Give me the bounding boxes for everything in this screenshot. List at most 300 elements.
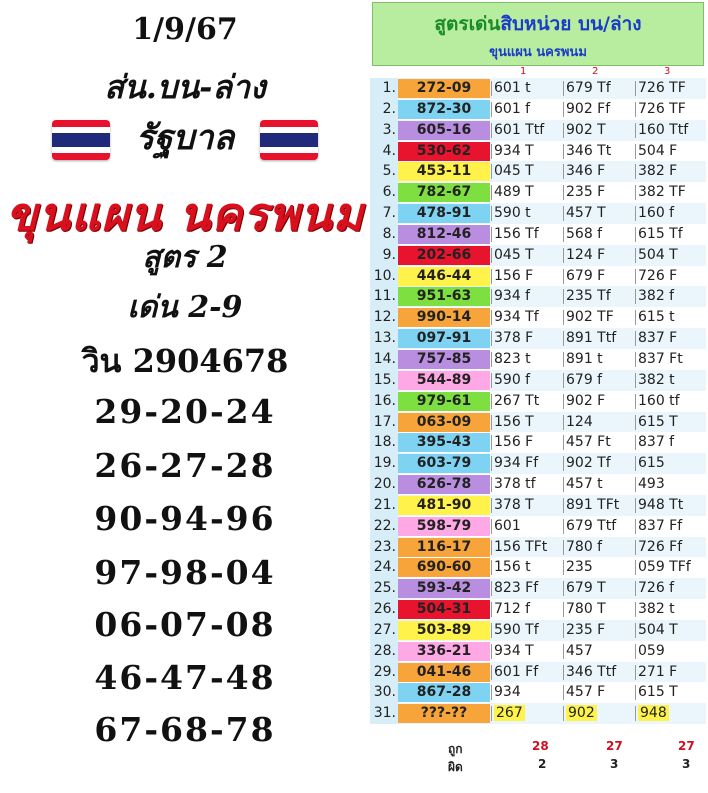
formula-cell-wrap — [494, 288, 530, 304]
table-row — [370, 453, 706, 474]
formula-cell-wrap — [494, 539, 547, 555]
formula-cell-wrap — [494, 476, 536, 492]
table-header — [372, 2, 704, 66]
formula-cell-wrap — [494, 226, 539, 242]
formula-cell-wrap — [566, 434, 611, 450]
formula-cell: 156 T — [494, 413, 534, 430]
formula-cell: 891 Ttf — [566, 330, 617, 347]
formula-cell-wrap — [638, 184, 686, 200]
formula-cell-wrap — [494, 497, 534, 513]
column-divider — [491, 185, 492, 200]
table-row — [370, 662, 706, 683]
formula-cell: 891 TFt — [566, 496, 620, 513]
column-divider — [563, 394, 564, 409]
formula-cell: 823 Ff — [494, 580, 539, 597]
table-row — [370, 516, 706, 537]
table-row — [370, 328, 706, 349]
row-index: 12. — [373, 309, 396, 326]
column-divider — [491, 394, 492, 409]
formula-cell-wrap — [638, 393, 680, 409]
row-index: 15. — [373, 371, 396, 388]
result-code: 812-46 — [398, 225, 490, 244]
column-divider — [491, 665, 492, 680]
formula-cell: 934 Ff — [494, 455, 539, 472]
formula-cell-wrap — [494, 80, 531, 96]
formula-cell: 679 f — [566, 371, 603, 388]
formula-cell: 124 F — [566, 246, 606, 263]
miss-count: 3 — [682, 757, 691, 771]
formula-cell: 601 f — [494, 100, 531, 117]
formula-cell-wrap — [566, 268, 605, 284]
row-index: 3. — [382, 121, 396, 138]
formula-cell-wrap — [566, 247, 605, 263]
table-row — [370, 224, 706, 245]
row-index: 31. — [373, 705, 396, 722]
formula-cell: 346 Tt — [566, 142, 612, 159]
formula-cell: 160 tf — [638, 392, 680, 409]
formula-cell-wrap — [638, 351, 683, 367]
column-divider — [563, 227, 564, 242]
formula-cell-wrap — [494, 455, 538, 471]
result-code: 605-16 — [398, 121, 490, 140]
formula-cell-wrap — [638, 143, 677, 159]
formula-cell: 378 T — [494, 496, 534, 513]
formula-cell: 382 F — [638, 163, 678, 180]
formula-cell: 726 TF — [638, 80, 686, 96]
result-code: 690-60 — [398, 558, 490, 577]
formula-cell: 902 — [568, 705, 595, 722]
result-code: 990-14 — [398, 308, 490, 327]
formula-cell: 615 t — [638, 309, 675, 326]
formula-cell-wrap — [494, 122, 544, 138]
column-divider — [491, 289, 492, 304]
column-divider — [563, 540, 564, 555]
formula-cell: 504 T — [638, 246, 678, 263]
formula-cell: 235 — [566, 559, 593, 576]
formula-cell-wrap — [638, 268, 677, 284]
formula-cell: 823 t — [494, 350, 531, 367]
formula-cell-wrap — [566, 184, 605, 200]
formula-cell: 948 — [640, 705, 667, 722]
formula-cell-wrap — [638, 643, 665, 659]
formula-cell-wrap — [566, 580, 606, 596]
column-divider — [491, 477, 492, 492]
category-label: รัฐบาล — [135, 118, 235, 158]
column-divider — [635, 394, 636, 409]
formula-cell: 156 t — [494, 559, 531, 576]
formula-cell: 726 F — [638, 267, 678, 284]
formula-cell-wrap — [566, 518, 616, 534]
formula-cell: 382 f — [638, 288, 675, 305]
result-code: 478-91 — [398, 204, 490, 223]
table-row — [370, 557, 706, 578]
formula-cell-wrap — [494, 351, 531, 367]
formula-cell: 601 Ttf — [494, 121, 545, 138]
column-divider — [635, 248, 636, 263]
formula-cell: 382 TF — [638, 184, 686, 201]
table-row — [370, 495, 706, 516]
row-index: 4. — [382, 142, 396, 159]
column-divider — [635, 644, 636, 659]
formula-cell-wrap — [494, 601, 530, 617]
column-divider — [491, 623, 492, 638]
pair-line: 46-47-48 — [94, 658, 276, 697]
formula-cell-wrap — [566, 476, 603, 492]
formula-cell-wrap — [638, 226, 683, 242]
formula-cell-wrap — [566, 80, 611, 96]
column-divider — [635, 498, 636, 513]
formula-cell: 457 T — [566, 205, 606, 222]
formula-cell-wrap — [638, 559, 691, 575]
formula-cell: 837 f — [638, 434, 675, 451]
row-index: 2. — [382, 100, 396, 117]
table-row — [370, 78, 706, 99]
formula-cell-wrap — [638, 455, 665, 471]
column-divider — [635, 665, 636, 680]
formula-cell: 615 — [638, 455, 665, 472]
column-divider — [635, 123, 636, 138]
column-divider — [563, 498, 564, 513]
result-code: 867-28 — [398, 683, 490, 702]
formula-cell: 489 T — [494, 184, 534, 201]
column-divider — [563, 435, 564, 450]
formula-cell-wrap — [638, 539, 682, 555]
column-divider — [563, 644, 564, 659]
table-row — [370, 120, 706, 141]
formula-cell-wrap — [494, 414, 534, 430]
column-divider — [635, 289, 636, 304]
result-code: ???-?? — [398, 704, 490, 723]
column-divider — [635, 456, 636, 471]
column-divider — [491, 81, 492, 96]
pair-line: 06-07-08 — [94, 605, 276, 644]
row-index: 20. — [373, 476, 396, 493]
table-subtitle: ขุนแผน นครพนม — [489, 45, 587, 60]
row-index: 23. — [373, 538, 396, 555]
formula-cell: 378 tf — [494, 476, 536, 493]
column-divider — [635, 81, 636, 96]
table-row — [370, 182, 706, 203]
column-divider — [491, 123, 492, 138]
formula-cell-wrap — [566, 622, 605, 638]
formula-cell: 601 Ff — [494, 663, 539, 680]
column-divider — [635, 706, 636, 721]
table-row — [370, 682, 706, 703]
result-code: 395-43 — [398, 433, 490, 452]
thai-flag-icon — [260, 120, 318, 160]
row-index: 16. — [373, 392, 396, 409]
title-part-b: สิบหน่วย บน/ล่าง — [500, 13, 642, 35]
column-divider — [491, 164, 492, 179]
formula-cell-wrap — [566, 288, 611, 304]
column-divider — [563, 665, 564, 680]
column-divider — [635, 415, 636, 430]
result-code: 336-21 — [398, 642, 490, 661]
table-row — [370, 161, 706, 182]
row-index: 8. — [382, 225, 396, 242]
formula-cell-wrap — [494, 268, 533, 284]
formula-cell: 382 t — [638, 601, 675, 618]
formula-cell: 934 — [494, 684, 521, 701]
row-index: 11. — [373, 288, 396, 305]
column-label: 2 — [592, 66, 599, 77]
column-divider — [635, 685, 636, 700]
result-code: 530-62 — [398, 142, 490, 161]
formula-cell: 382 t — [638, 371, 675, 388]
draw-date: 1/9/67 — [132, 12, 238, 47]
miss-count: 2 — [538, 757, 547, 771]
column-divider — [491, 519, 492, 534]
formula-cell-wrap — [638, 434, 674, 450]
hit-label: ถูก — [448, 742, 463, 756]
column-divider — [491, 581, 492, 596]
result-code: 481-90 — [398, 496, 490, 515]
column-label: 3 — [664, 66, 671, 77]
row-index: 27. — [373, 621, 396, 638]
formula-cell: 837 Ft — [638, 350, 683, 367]
formula-cell-wrap — [566, 393, 605, 409]
column-divider — [491, 144, 492, 159]
formula-cell: 378 F — [494, 330, 534, 347]
formula-cell: 457 t — [566, 476, 603, 493]
column-divider — [635, 435, 636, 450]
column-divider — [563, 415, 564, 430]
formula-cell: 934 T — [494, 142, 534, 159]
table-row — [370, 703, 706, 724]
formula-cell: 780 T — [566, 601, 606, 618]
column-divider — [491, 310, 492, 325]
hit-count: 27 — [606, 739, 623, 753]
column-divider — [563, 248, 564, 263]
formula-table-panel — [370, 0, 708, 793]
summary-footer — [370, 738, 706, 788]
row-index: 5. — [382, 163, 396, 180]
formula-cell-wrap — [638, 664, 677, 680]
column-divider — [563, 685, 564, 700]
column-divider — [563, 623, 564, 638]
formula-cell-wrap — [638, 684, 678, 700]
table-row — [370, 370, 706, 391]
formula-cell-wrap — [566, 414, 593, 430]
result-code: 598-79 — [398, 517, 490, 536]
draw-type: ส่น.บน-ล่าง — [104, 68, 266, 106]
column-divider — [491, 435, 492, 450]
formula-cell-wrap — [494, 622, 539, 638]
column-divider — [563, 602, 564, 617]
formula-cell-wrap — [494, 247, 534, 263]
row-index: 26. — [373, 601, 396, 618]
formula-cell-wrap — [638, 705, 669, 721]
column-divider — [635, 373, 636, 388]
formula-cell: 726 f — [638, 580, 675, 597]
formula-cell: 902 F — [566, 392, 606, 409]
formula-cell-wrap — [566, 101, 610, 117]
column-divider — [635, 477, 636, 492]
column-divider — [563, 164, 564, 179]
row-index: 18. — [373, 434, 396, 451]
formula-cell-wrap — [494, 184, 534, 200]
table-row — [370, 391, 706, 412]
formula-cell-wrap — [494, 309, 539, 325]
table-row — [370, 349, 706, 370]
formula-cell: 934 T — [494, 642, 534, 659]
result-code: 872-30 — [398, 100, 490, 119]
formula-cell: 679 F — [566, 267, 606, 284]
formula-cell-wrap — [638, 205, 674, 221]
formula-cell: 712 f — [494, 601, 531, 618]
column-divider — [635, 206, 636, 221]
result-code: 782-67 — [398, 183, 490, 202]
formula-cell-wrap — [566, 372, 602, 388]
column-divider — [563, 310, 564, 325]
result-code: 116-17 — [398, 538, 490, 557]
formula-cell-wrap — [566, 455, 611, 471]
column-divider — [635, 102, 636, 117]
formula-cell-wrap — [638, 476, 665, 492]
formula-cell: 934 f — [494, 288, 531, 305]
formula-cell: 346 F — [566, 163, 606, 180]
table-row — [370, 599, 706, 620]
formula-cell-wrap — [494, 705, 525, 721]
formula-cell: 590 t — [494, 205, 531, 222]
formula-cell-wrap — [638, 372, 675, 388]
formula-cell-wrap — [566, 539, 602, 555]
column-divider — [491, 227, 492, 242]
table-row — [370, 307, 706, 328]
formula-cell: 934 Tf — [494, 309, 539, 326]
formula-cell: 346 Ttf — [566, 663, 617, 680]
formula-cell: 235 F — [566, 184, 606, 201]
formula-cell: 679 T — [566, 580, 606, 597]
column-divider — [491, 415, 492, 430]
miss-count: 3 — [610, 757, 619, 771]
result-code: 979-61 — [398, 392, 490, 411]
formula-cell: 271 F — [638, 663, 678, 680]
column-divider — [563, 185, 564, 200]
formula-cell-wrap — [638, 622, 678, 638]
result-code: 603-79 — [398, 454, 490, 473]
formula-cell-wrap — [566, 163, 605, 179]
formula-cell: 267 Tt — [494, 392, 540, 409]
formula-cell-wrap — [566, 122, 606, 138]
table-row — [370, 286, 706, 307]
pair-line: 29-20-24 — [94, 392, 276, 431]
formula-cell-wrap — [494, 101, 530, 117]
row-index: 21. — [373, 496, 396, 513]
formula-cell: 726 TF — [638, 100, 686, 117]
formula-cell: 457 — [566, 642, 593, 659]
column-divider — [491, 602, 492, 617]
column-divider — [635, 144, 636, 159]
formula-cell-wrap — [566, 601, 606, 617]
category-row — [0, 110, 370, 164]
result-code: 626-78 — [398, 475, 490, 494]
formula-cell: 235 Tf — [566, 288, 611, 305]
table-row — [370, 620, 706, 641]
table-row — [370, 474, 706, 495]
formula-cell: 891 t — [566, 350, 603, 367]
pair-line: 90-94-96 — [94, 499, 276, 538]
location-title: ขุนแผน นครพนม — [6, 187, 364, 241]
column-divider — [635, 310, 636, 325]
row-index: 17. — [373, 413, 396, 430]
row-index: 14. — [373, 350, 396, 367]
result-code: 097-91 — [398, 329, 490, 348]
formula-cell-wrap — [638, 247, 678, 263]
result-code: 503-89 — [398, 621, 490, 640]
result-code: 544-89 — [398, 371, 490, 390]
formula-cell: 615 T — [638, 684, 678, 701]
result-code: 504-31 — [398, 600, 490, 619]
column-divider — [563, 269, 564, 284]
formula-cell: 235 F — [566, 621, 606, 638]
row-index: 28. — [373, 642, 396, 659]
table-title — [373, 9, 703, 39]
formula-cell-wrap — [494, 393, 539, 409]
formula-cell-wrap — [638, 163, 677, 179]
formula-cell-wrap — [494, 684, 521, 700]
column-divider — [635, 560, 636, 575]
hit-count: 28 — [532, 739, 549, 753]
formula-cell-wrap — [566, 351, 603, 367]
formula-cell-wrap — [638, 288, 674, 304]
formula-cell: 059 TFf — [638, 559, 691, 576]
formula-cell-wrap — [638, 580, 674, 596]
formula-cell: 493 — [638, 476, 665, 493]
result-code: 757-85 — [398, 350, 490, 369]
table-row — [370, 203, 706, 224]
table-row — [370, 578, 706, 599]
result-code: 202-66 — [398, 246, 490, 265]
pair-line: 97-98-04 — [94, 553, 276, 592]
formula-cell-wrap — [494, 372, 530, 388]
table-row — [370, 641, 706, 662]
formula-cell-wrap — [638, 101, 686, 117]
formula-cell-wrap — [494, 163, 534, 179]
row-index: 6. — [382, 184, 396, 201]
hit-count: 27 — [678, 739, 695, 753]
formula-cell-wrap — [494, 330, 533, 346]
column-divider — [491, 540, 492, 555]
formula-cell: 160 Ttf — [638, 121, 689, 138]
column-divider — [491, 456, 492, 471]
row-index: 19. — [373, 455, 396, 472]
formula-cell: 679 Tf — [566, 80, 611, 96]
formula-cell-wrap — [566, 143, 611, 159]
table-row — [370, 537, 706, 558]
column-divider — [563, 352, 564, 367]
column-divider — [563, 81, 564, 96]
formula-cell: 124 — [566, 413, 593, 430]
formula-cell: 045 T — [494, 246, 534, 263]
formula-cell-wrap — [638, 309, 675, 325]
column-divider — [563, 373, 564, 388]
column-divider — [563, 519, 564, 534]
formula-cell-wrap — [638, 80, 686, 96]
formula-cell-wrap — [566, 330, 616, 346]
column-divider — [491, 498, 492, 513]
formula-cell: 902 TF — [566, 309, 614, 326]
column-divider — [563, 102, 564, 117]
formula-cell-wrap — [566, 309, 614, 325]
column-divider — [635, 164, 636, 179]
formula-cell: 504 F — [638, 142, 678, 159]
formula-cell-wrap — [638, 518, 682, 534]
column-divider — [491, 560, 492, 575]
pair-line: 67-68-78 — [94, 710, 276, 749]
formula-cell: 160 f — [638, 205, 675, 222]
title-part-a: สูตรเด่น — [434, 13, 501, 35]
